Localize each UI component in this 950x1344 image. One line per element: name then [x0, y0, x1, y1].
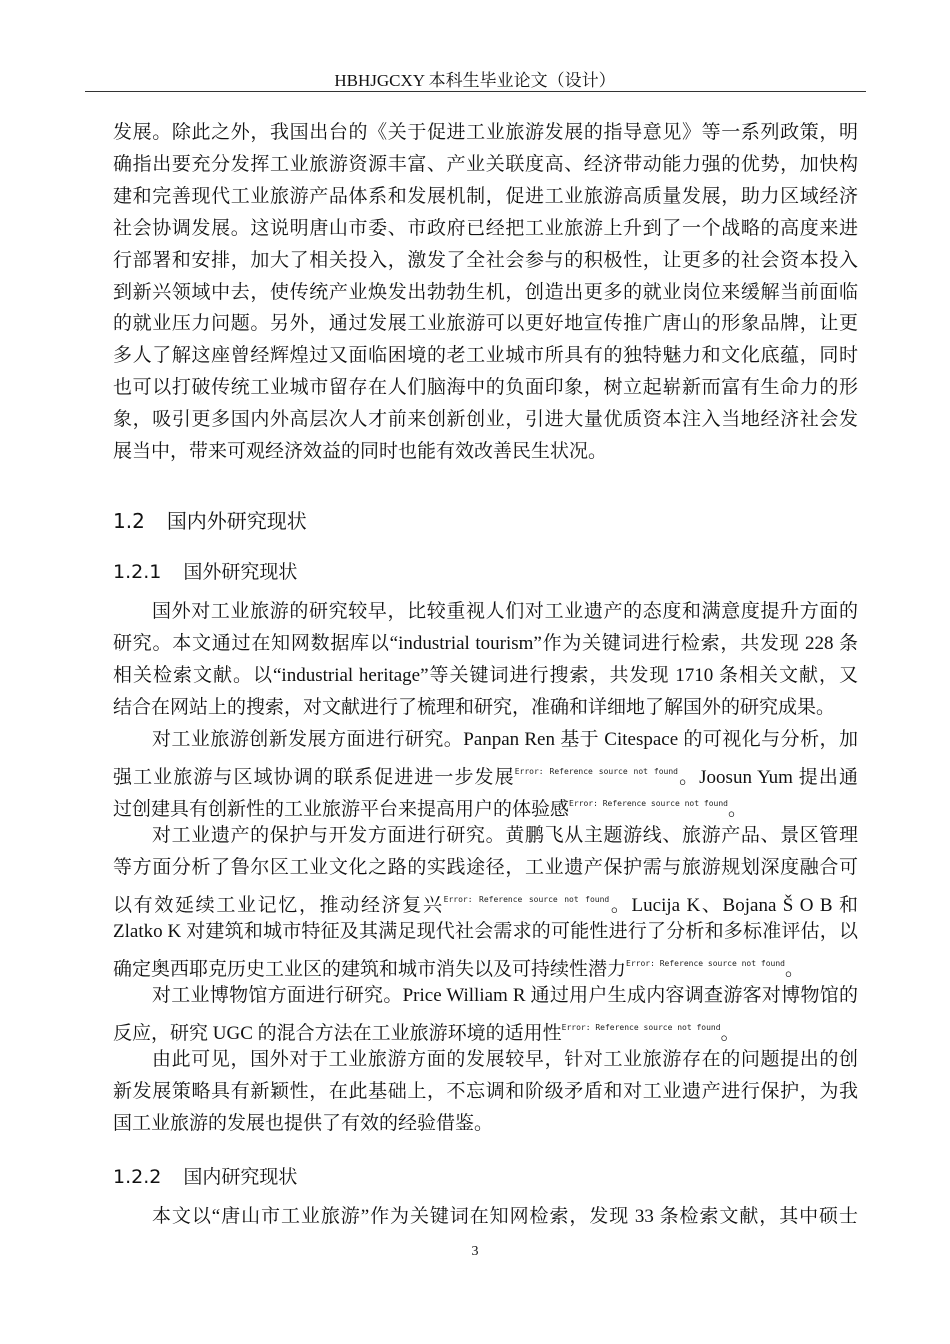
paragraph-line	[113, 213, 858, 245]
section-number: 1.2	[113, 509, 145, 533]
text-run: 建和完善现代工业旅游产品体系和发展机制，促进工业旅游高质量发展，助力区域经济	[113, 185, 858, 207]
paragraph-line	[152, 980, 858, 1012]
citation-error-reference: Error: Reference source not found	[514, 766, 678, 776]
paragraph-line	[113, 149, 858, 181]
paragraph-line	[113, 852, 858, 884]
section-title: 国内外研究现状	[166, 509, 307, 533]
paragraph-line	[113, 884, 858, 916]
text-run: 本文以“唐山市工业旅游”作为关键词在知网检索，发现 33 条检索文献，其中硕士	[152, 1206, 858, 1227]
text-run: 的就业压力问题。另外，通过发展工业旅游可以更好地宣传推广唐山的形象品牌，让更	[113, 313, 858, 335]
text-run: 对工业旅游创新发展方面进行研究。Panpan Ren 基于 Citespace 的可视化与分析，加	[152, 729, 858, 750]
paragraph-line	[152, 820, 858, 852]
text-run: 社会协调发展。这说明唐山市委、市政府已经把工业旅游上升到了一个战略的高度来进	[113, 217, 858, 239]
text-run: 发展。除此之外，我国出台的《关于促进工业旅游发展的指导意见》等一系列政策，明	[113, 122, 858, 143]
text-run: 新发展策略具有新颖性，在此基础上，不忘调和阶级矛盾和对工业遗产进行保护，为我	[113, 1080, 858, 1102]
section-title: 国内研究现状	[183, 1166, 298, 1188]
paragraph-line	[113, 117, 858, 149]
text-run: 研究。本文通过在知网数据库以“industrial tourism”作为关键词进行检索，共发现 228 条	[113, 632, 858, 654]
paragraph-line	[113, 628, 858, 660]
paragraph-line	[113, 1012, 858, 1044]
text-run: 对工业遗产的保护与开发方面进行研究。黄鹏飞从主题游线、旅游产品、景区管理	[152, 825, 858, 846]
section-number: 1.2.2	[113, 1166, 162, 1188]
paragraph-line	[113, 1108, 858, 1140]
text-run: 由此可见，国外对于工业旅游方面的发展较早，针对工业旅游存在的问题提出的创	[152, 1049, 858, 1070]
citation-error-reference: Error: Reference source not found	[443, 894, 610, 904]
citation-error-reference: Error: Reference source not found	[569, 798, 728, 808]
paragraph-line	[113, 692, 858, 724]
text-run: 结合在网站上的搜索，对文献进行了梳理和研究，准确和详细地了解国外的研究成果。	[113, 696, 836, 718]
paragraph-line	[152, 724, 858, 756]
paragraph-line	[113, 948, 858, 980]
paragraph-line	[152, 1201, 858, 1233]
text-run: 展当中，带来可观经济效益的同时也能有效改善民生状况。	[113, 441, 608, 462]
page-number: 3	[471, 1244, 479, 1259]
paragraph-line	[113, 436, 858, 468]
text-run: 。	[784, 958, 804, 980]
text-run: Zlatko K 对建筑和城市特征及其满足现代社会需求的可能性进行了分析和多标准评估，以	[113, 920, 858, 942]
text-run: 到新兴领域中去，使传统产业焕发出勃勃生机，创造出更多的就业岗位来缓解当前面临	[113, 281, 858, 303]
section-number: 1.2.1	[113, 561, 162, 583]
text-run: 相关检索文献。以“industrial heritage”等关键词进行搜索，共发现 1710 条相关文献，又	[113, 664, 858, 686]
paragraph-line	[113, 245, 858, 277]
text-run: 象，吸引更多国内外高层次人才前来创新创业，引进大量优质资本注入当地经济社会发	[113, 409, 858, 431]
text-run: 行部署和安排，加大了相关投入，激发了全社会参与的积极性，让更多的社会资本投入	[113, 249, 858, 271]
header-divider	[85, 91, 866, 92]
paragraph-line	[113, 916, 858, 948]
paragraph-line	[113, 340, 858, 372]
paragraph-line	[113, 660, 858, 692]
page-header-title: HBHJGCXY 本科生毕业论文（设计）	[334, 71, 616, 90]
text-run: 确指出要充分发挥工业旅游资源丰富、产业关联度高、经济带动能力强的优势，加快构	[113, 153, 858, 175]
section-heading	[113, 1162, 297, 1192]
text-run: 国外对工业旅游的研究较早，比较重视人们对工业遗产的态度和满意度提升方面的	[152, 601, 858, 622]
text-run: 也可以打破传统工业城市留存在人们脑海中的负面印象，树立起崭新而富有生命力的形	[113, 377, 858, 399]
text-run: 。	[720, 1022, 740, 1044]
text-run: 多人了解这座曾经辉煌过又面临困境的老工业城市所具有的独特魅力和文化底蕴，同时	[113, 345, 858, 367]
text-run: 以有效延续工业记忆，推动经济复兴	[113, 894, 444, 916]
text-run: 。Joosun Yum 提出通	[677, 766, 858, 788]
paragraph-line	[152, 1044, 858, 1076]
section-heading	[113, 506, 307, 536]
citation-error-reference: Error: Reference source not found	[626, 958, 785, 968]
section-heading	[113, 557, 297, 587]
citation-error-reference: Error: Reference source not found	[561, 1022, 721, 1032]
text-run: 反应，研究 UGC 的混合方法在工业旅游环境的适用性	[113, 1022, 562, 1044]
text-run: 确定奥西耶克历史工业区的建筑和城市消失以及可持续性潜力	[113, 958, 627, 980]
text-run: 过创建具有创新性的工业旅游平台来提高用户的体验感	[113, 798, 570, 820]
section-title: 国外研究现状	[183, 561, 298, 583]
paragraph-line	[113, 756, 858, 788]
paragraph-line	[113, 372, 858, 404]
text-run: 等方面分析了鲁尔区工业文化之路的实践途径，工业遗产保护需与旅游规划深度融合可	[113, 856, 858, 878]
text-run: 对工业博物馆方面进行研究。Price William R 通过用户生成内容调查游客对博物馆的	[152, 985, 858, 1006]
paragraph-line	[113, 181, 858, 213]
text-run: 。	[727, 798, 747, 820]
text-run: 。Lucija K、Bojana Š O B 和	[609, 894, 858, 916]
paragraph-line	[113, 404, 858, 436]
paragraph-line	[113, 788, 858, 820]
paragraph-line	[152, 596, 858, 628]
text-run: 强工业旅游与区域协调的联系促进进一步发展	[113, 766, 515, 788]
text-run: 国工业旅游的发展也提供了有效的经验借鉴。	[113, 1112, 494, 1134]
paragraph-line	[113, 308, 858, 340]
paragraph-line	[113, 1076, 858, 1108]
paragraph-line	[113, 277, 858, 309]
